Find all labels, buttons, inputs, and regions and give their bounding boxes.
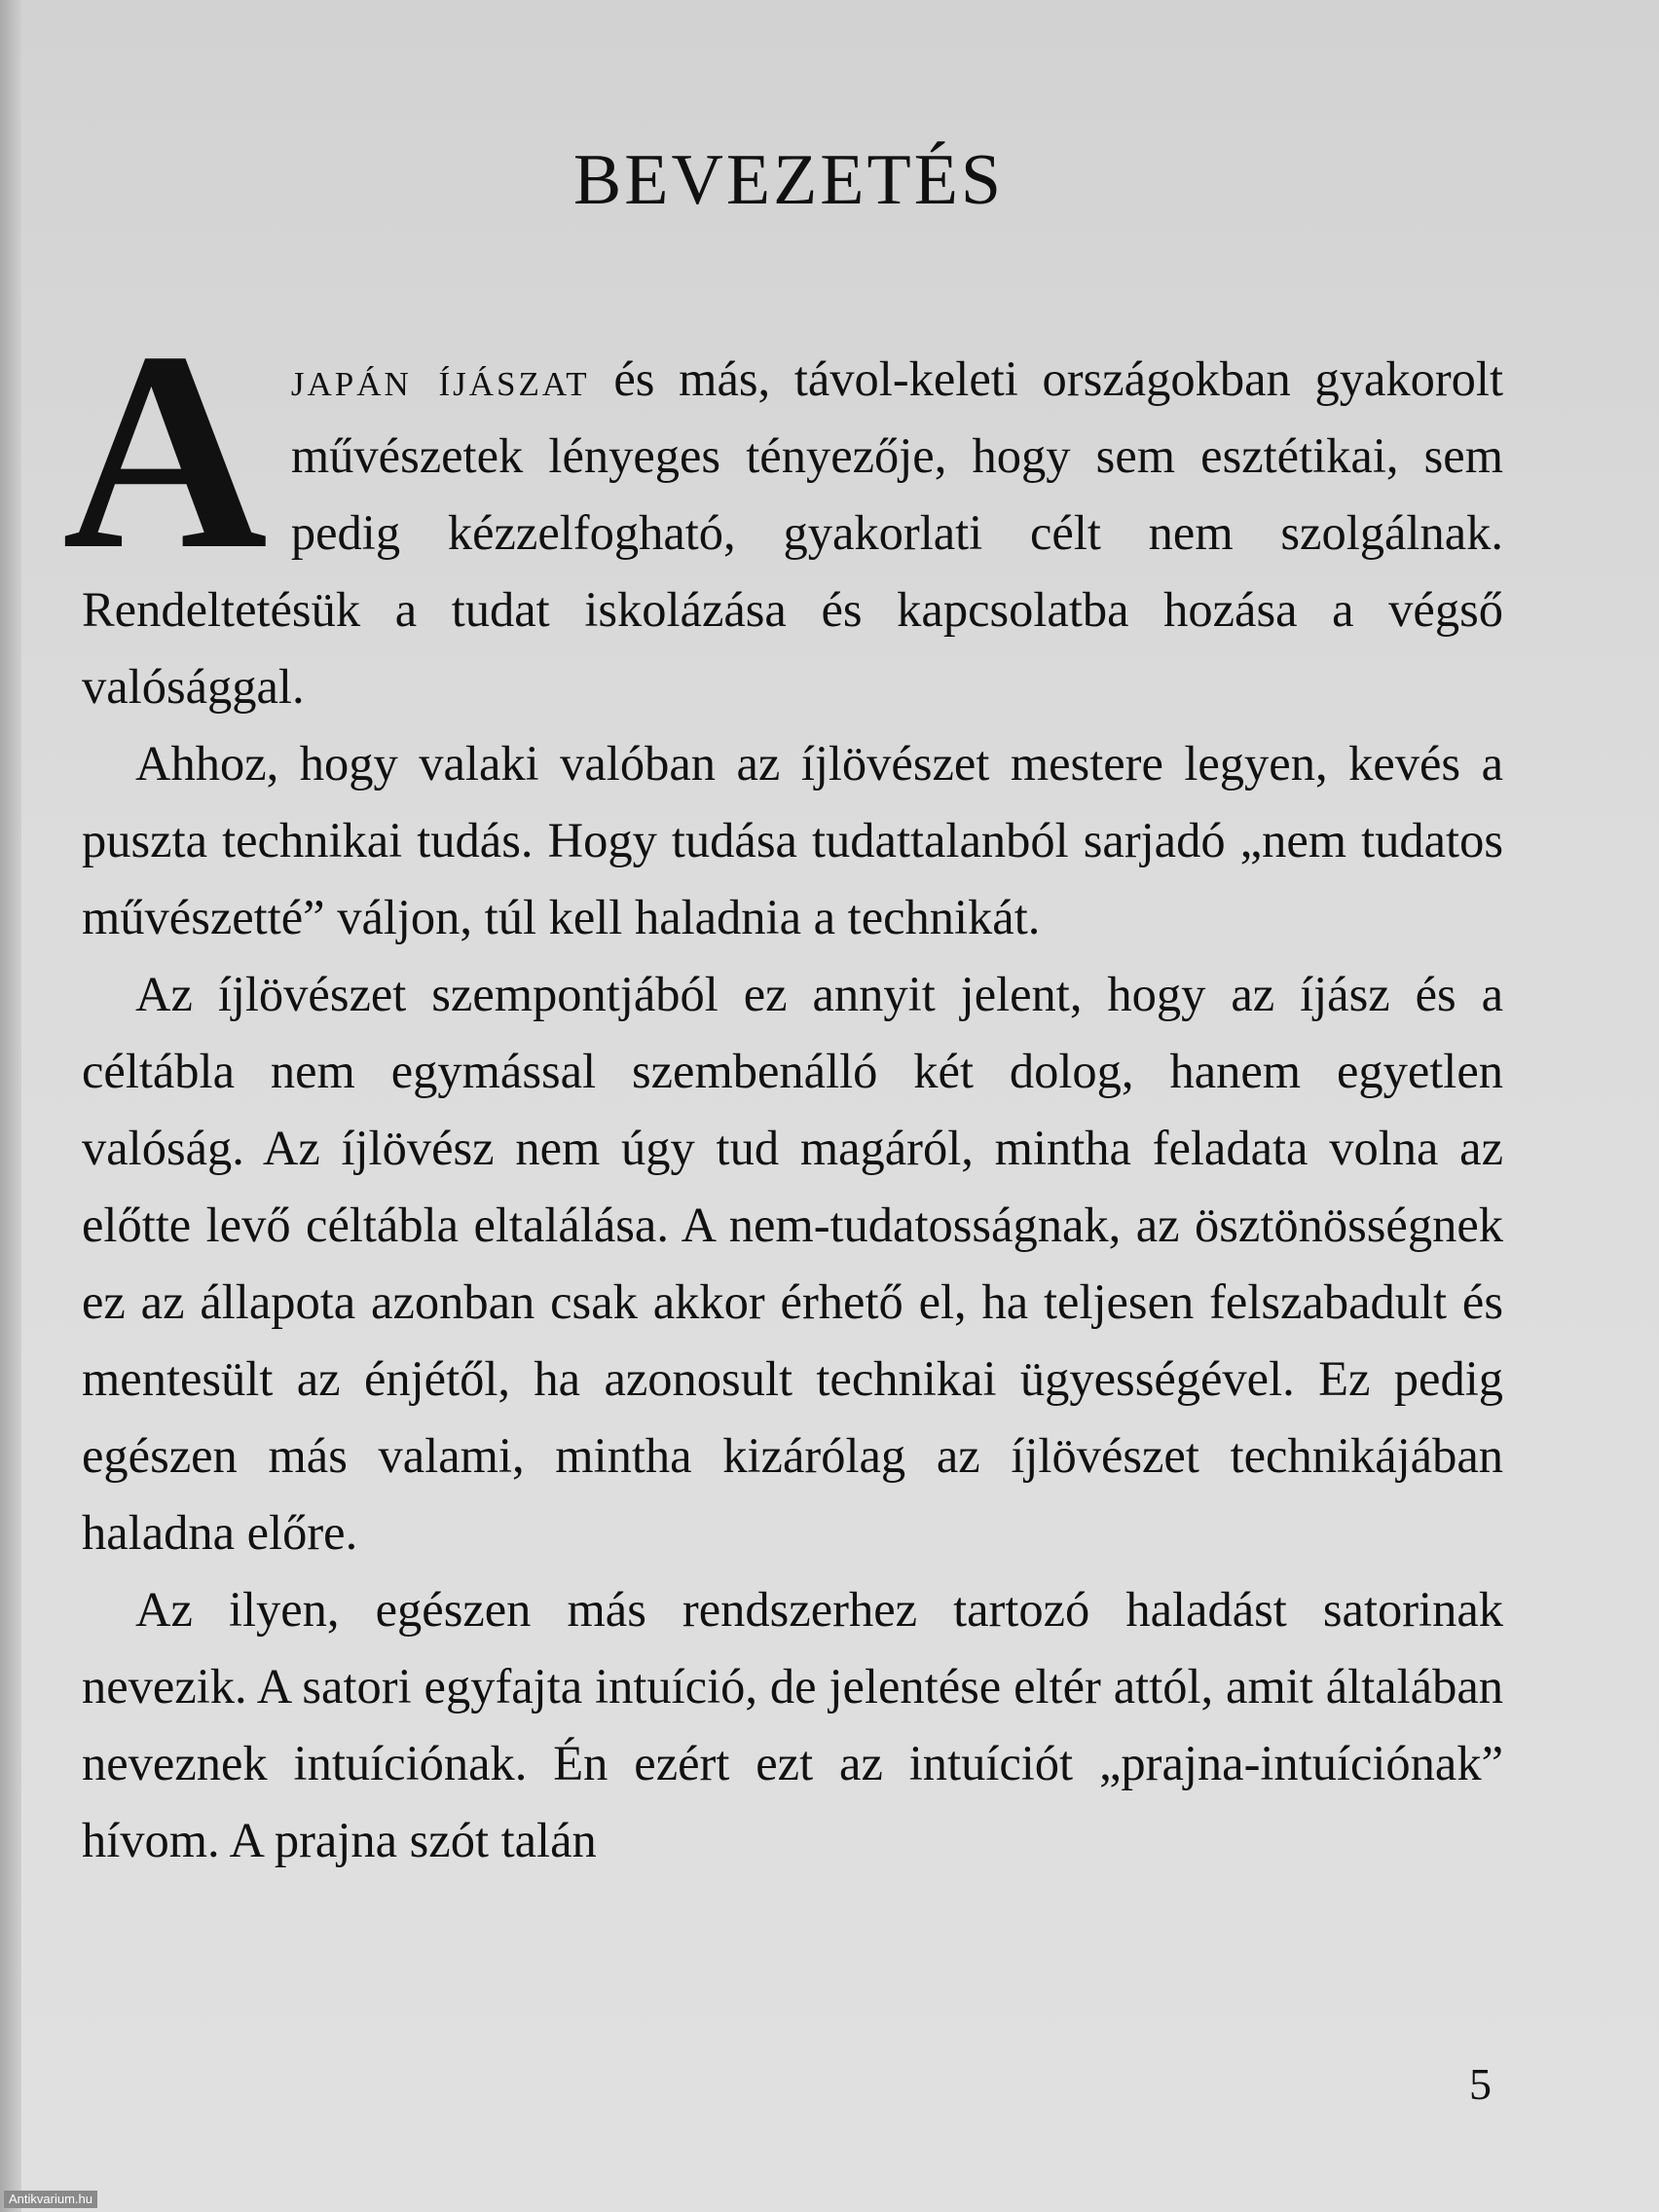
paragraph-2: Ahhoz, hogy valaki valóban az íjlövészet mestere legyen, kevés a puszta technikai tudás. Hogy tudása tudattalanból sarjadó „nem tudatos művészetté” váljon, túl kell haladnia a technikát. bbox=[82, 736, 1503, 944]
paragraph-1-text: és más, távol-keleti országokban gyakorolt művészetek lényeges tényezője, hogy sem esztétikai, sem pedig kézzelfogható, gyakorlati célt nem szolgálnak. Rendeltetésük a tudat iskolázása és kapcsolatba hozása a végső valósággal. bbox=[82, 351, 1503, 714]
paragraph-1 bbox=[62, 294, 1503, 725]
paragraph-3: Az íjlövészet szempontjából ez annyit jelent, hogy az íjász és a céltábla nem egymással szembenálló két dolog, hanem egyetlen valóság. Az íjlövész nem úgy tud magáról, mintha feladata volna az előtte levő céltábla eltalálása. A nem-tudatosságnak, az ösztönösségnek ez az állapota azonban csak akkor érhető el, ha teljesen felszabadult és mentesült az énjétől, ha azonosult technikai ügyességével. Ez pedig egészen más valami, mintha kizárólag az íjlövészet technikájában haladna előre. bbox=[82, 967, 1503, 1560]
small-caps-lead: japán íjászat bbox=[290, 351, 590, 406]
watermark-label: Antikvarium.hu bbox=[4, 2191, 97, 2208]
chapter-title: BEVEZETÉS bbox=[572, 139, 1005, 220]
drop-cap-letter: A bbox=[62, 294, 268, 608]
body-text bbox=[62, 294, 1503, 1879]
page-number: 5 bbox=[1469, 2059, 1492, 2109]
paragraph-4: Az ilyen, egészen más rendszerhez tartozó haladást satorinak nevezik. A satori egyfajta intuíció, de jelentése eltér attól, amit általában neveznek intuíciónak. Én ezért ezt az intuíciót „prajna-intuíciónak” hívom. A prajna szót talán bbox=[82, 1582, 1503, 1867]
binding-shadow bbox=[0, 0, 21, 2212]
